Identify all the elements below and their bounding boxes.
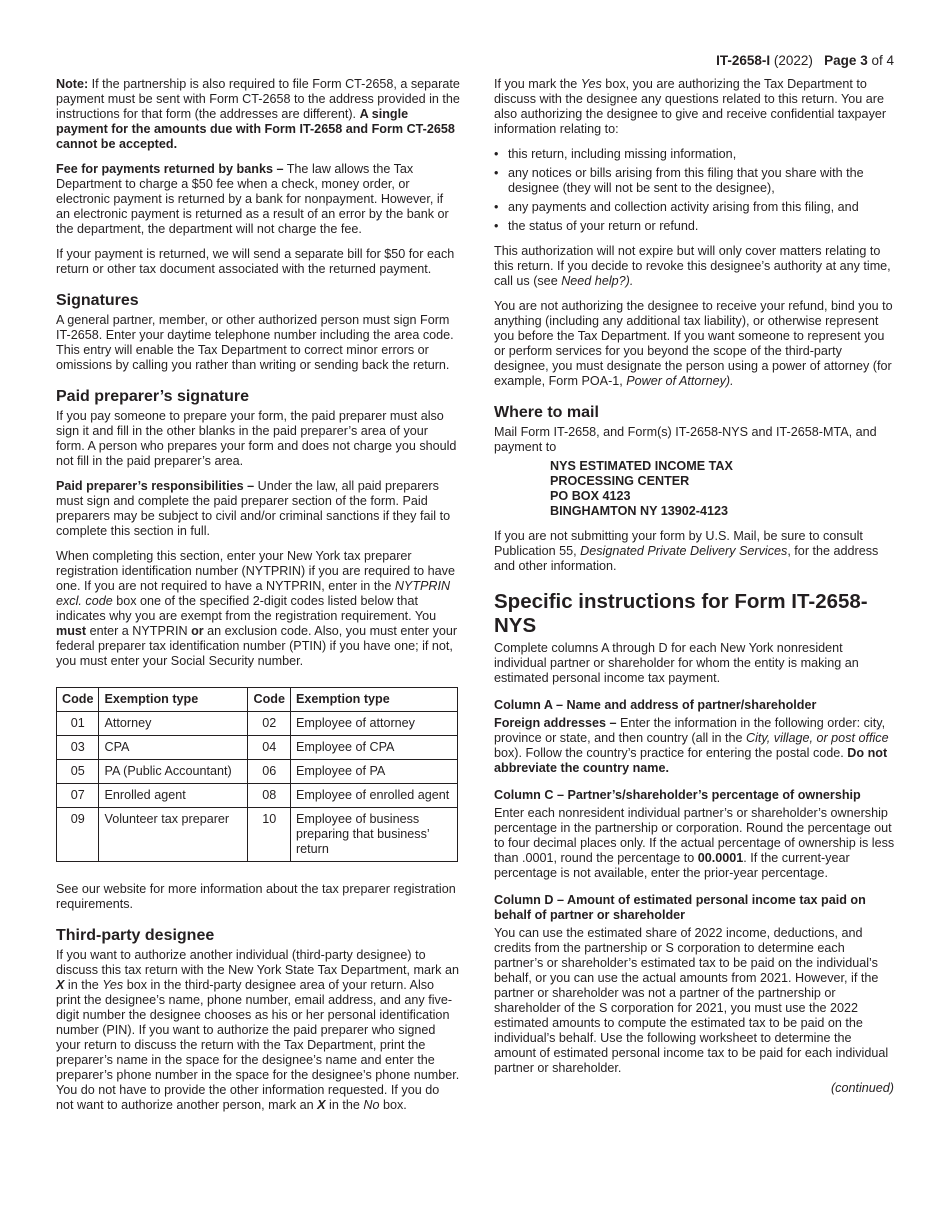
table-cell: 03 [57,736,99,760]
continued-label: (continued) [830,1081,894,1095]
signatures-heading: Signatures [56,292,139,309]
mailing-address [550,459,896,519]
table-cell: Employee of attorney [290,712,457,736]
where-to-mail-paragraph: Mail Form IT-2658, and Form(s) IT-2658-NYS and IT-2658-MTA, and payment to [494,425,877,454]
table-cell: 02 [248,712,290,736]
table-cell: 10 [248,808,290,862]
table-cell: CPA [99,736,248,760]
yes-box-paragraph: If you mark the Yes box, you are authorizing the Tax Department to discuss with the designee any questions related to this return. You are also authorizing the designee to give and receive confidential taxpayer information relating to: [494,77,887,136]
table-row [57,736,458,760]
paid-preparer-paragraph: If you pay someone to prepare your form, the paid preparer must also sign it and fill in the other blanks in the paid preparer’s area of your form. A person who prepares your form and does not charge you should not fill in the paid preparer’s area. [56,409,457,468]
table-cell: Employee of business preparing that business’ return [290,808,457,862]
signatures-paragraph: A general partner, member, or other authorized person must sign Form IT-2658. Enter your daytime telephone number including the area code. This entry will enable the Tax Department to correct minor errors or omissions by calling you rather than writing or sending back the return. [56,313,454,372]
table-cell: Employee of CPA [290,736,457,760]
specific-instructions-paragraph: Complete columns A through D for each New York nonresident individual partner or shareholder for whom the entity is making an estimated personal income tax payment. [494,641,859,685]
list-item: • any notices or bills arising from this filing that you share with the designee (they will not be sent to the designee), [494,166,896,196]
table-row [57,784,458,808]
table-cell: 01 [57,712,99,736]
table-header: Code [248,688,290,712]
nytprin-paragraph: When completing this section, enter your New York tax preparer registration identification number (NYTPRIN) if you are required to have one. If you are not required to have a NYTPRIN, enter in the NYTPRIN excl. code box one of the specified 2-digit codes listed below that indicates why you are exempt from the registration requirement. You must enter a NYTPRIN or an exclusion code. Also, you must enter your federal preparer tax identification number (PTIN) if you have one; if not, you must enter your Social Security number. [56,549,458,668]
table-cell: 04 [248,736,290,760]
page-label: Page 3 [824,53,868,68]
list-item: • the status of your return or refund. [494,219,896,234]
column-c-heading: Column C – Partner’s/shareholder’s percentage of ownership [494,788,861,802]
address-line: BINGHAMTON NY 13902-4123 [550,504,729,518]
table-header: Exemption type [290,688,457,712]
table-header-row [57,688,458,712]
list-item: • this return, including missing information, [494,147,896,162]
not-authorizing-paragraph: You are not authorizing the designee to receive your refund, bind you to anything (including any additional tax liability), or otherwise represent you before the Tax Department. If you want someone to represent you or perform services for you beyond the scope of the third-party designee, you must designate the person using a power of attorney (for example, Form POA-1, Power of Attorney). [494,299,893,388]
right-column [494,77,896,1086]
fee-paragraph: Fee for payments returned by banks – The law allows the Tax Department to charge a $50 fee when a check, money order, or electronic payment is returned by a bank for nonpayment. However, if an electronic payment is returned as a result of an error by the bank or the department, the department will not charge the fee. [56,162,449,236]
preparer-responsibilities-paragraph: Paid preparer’s responsibilities – Under the law, all paid preparers must sign and complete the paid preparer section of the form. Paid preparers may be subject to civil and/or criminal sanctions if they fail to complete this section in full. [56,479,451,538]
us-mail-paragraph: If you are not submitting your form by U.S. Mail, be sure to consult Publication 55, Designated Private Delivery Services, for the address and other information. [494,529,879,573]
form-year: (2022) [773,53,813,68]
address-line: PO BOX 4123 [550,489,631,503]
authorization-list [494,147,896,234]
column-d-heading: Column D – Amount of estimated personal income tax paid on behalf of partner or shareholder [494,893,866,922]
table-cell: Employee of PA [290,760,457,784]
address-line: PROCESSING CENTER [550,474,690,488]
table-cell: Enrolled agent [99,784,248,808]
form-number: IT-2658-I [716,53,771,68]
exemption-table [56,687,458,862]
column-d-paragraph: You can use the estimated share of 2022 income, deductions, and credits from the partnership or S corporation to determine each partner’s or shareholder’s estimated tax to be paid on the individual’s behalf, or you can use the actual amounts from 2021. However, if the partner or shareholder was not a partner of the partnership or shareholder of the S corporation for 2021, you must use the 2022 estimated amounts to compute the estimated tax to be paid on the individual’s behalf. Use the following worksheet to determine the amount of estimated personal income tax to be paid for each individual partner or shareholder. [494,926,889,1075]
table-header: Exemption type [99,688,248,712]
table-cell: Employee of enrolled agent [290,784,457,808]
specific-instructions-heading: Specific instructions for Form IT-2658-NYS [494,590,868,637]
table-cell: 09 [57,808,99,862]
table-row [57,712,458,736]
list-item: • any payments and collection activity arising from this filing, and [494,200,896,215]
note-paragraph: Note: If the partnership is also required to file Form CT-2658, a separate payment must be sent with Form CT-2658 to the address provided in the instructions for that form (the addresses are different). A single payment for the amounts due with Form IT-2658 and Form CT-2658 cannot be accepted. [56,77,460,151]
column-a-paragraph: Foreign addresses – Enter the information in the following order: city, province or state, and then country (all in the City, village, or post office box). Follow the country’s practice for entering the postal code. Do not abbreviate the country name. [494,716,889,775]
column-c-paragraph: Enter each nonresident individual partner’s or shareholder’s ownership percentage in the partnership or corporation. Round the percentage out to four decimal places only. If the actual percentage of ownership is less than .0001, round the percentage to 00.0001. If the current-year percentage is not available, enter the prior-year percentage. [494,806,895,880]
page-header [716,53,894,68]
table-cell: 07 [57,784,99,808]
expire-paragraph: This authorization will not expire but will only cover matters relating to this return. If you decide to revoke this designee’s authority at any time, call us (see Need help?). [494,244,891,288]
table-cell: 05 [57,760,99,784]
table-header: Code [57,688,99,712]
column-a-heading: Column A – Name and address of partner/shareholder [494,698,817,712]
where-to-mail-heading: Where to mail [494,404,599,421]
table-cell: Attorney [99,712,248,736]
table-cell: PA (Public Accountant) [99,760,248,784]
third-party-heading: Third-party designee [56,927,215,944]
left-column [56,77,460,1123]
table-row [57,808,458,862]
paid-preparer-heading: Paid preparer’s signature [56,388,249,405]
third-party-paragraph: If you want to authorize another individual (third-party designee) to discuss this tax return with the New York State Tax Department, mark an X in the Yes box in the third-party designee area of your return. Also print the designee’s name, phone number, email address, and any five-digit number the designee chooses as his or her personal identification number (PIN). If you want to authorize the paid preparer who signed your return to discuss the return with the Tax Department, print the preparer’s name in the space for the designee’s name and enter the preparer’s phone number in the space for the designee’s phone number. You do not have to provide the other information requested. If you do not want to authorize another person, mark an X in the No box. [56,948,460,1112]
table-cell: Volunteer tax preparer [99,808,248,862]
page-of: of 4 [871,53,894,68]
table-row [57,760,458,784]
address-line: NYS ESTIMATED INCOME TAX [550,459,733,473]
website-paragraph: See our website for more information about the tax preparer registration requirements. [56,882,456,911]
table-cell: 06 [248,760,290,784]
table-cell: 08 [248,784,290,808]
returned-payment-paragraph: If your payment is returned, we will send a separate bill for $50 for each return or other tax document associated with the returned payment. [56,247,455,276]
